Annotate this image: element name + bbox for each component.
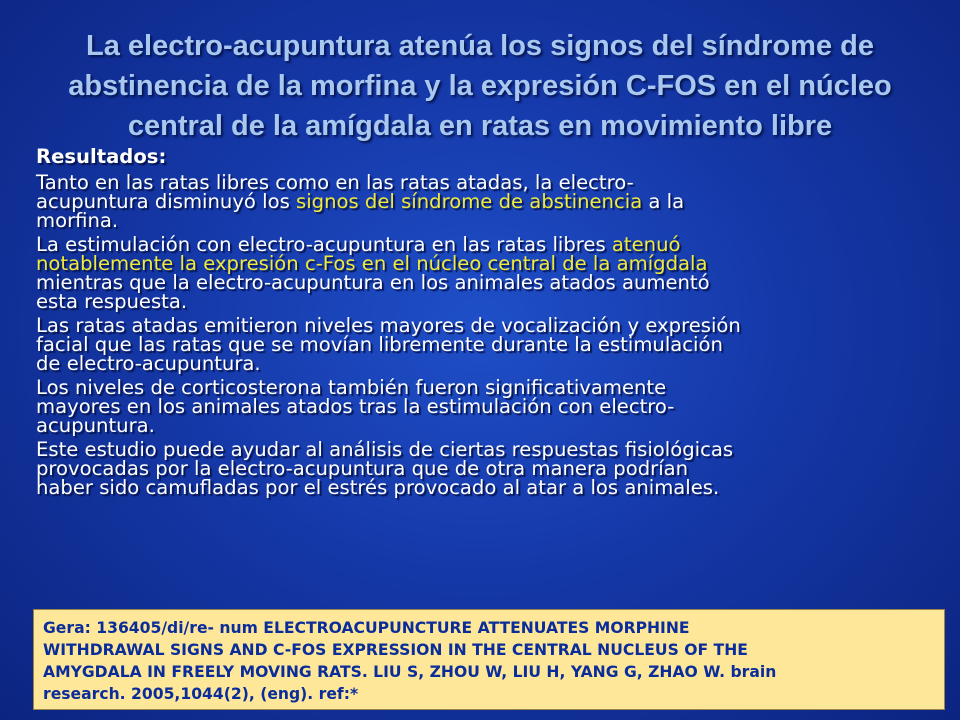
paragraph-line: esta respuesta.: [36, 290, 188, 313]
citation-line: WITHDRAWAL SIGNS AND C-FOS EXPRESSION IN THE CENTRAL NUCLEUS OF THE: [43, 641, 748, 659]
paragraph-line: provocadas por la electro-acupuntura que de otra manera podrían: [36, 457, 689, 480]
paragraph-line: La estimulación con electro-acupuntura en las ratas libres atenuó: [36, 233, 681, 256]
paragraph-line: morfina.: [36, 209, 119, 232]
paragraph-line: acupuntura.: [36, 414, 155, 437]
paragraph-line: facial que las ratas que se movían libremente durante la estimulación: [36, 333, 723, 356]
result-paragraph: [36, 440, 924, 497]
citation-line: research. 2005,1044(2), (eng). ref:*: [43, 685, 359, 703]
result-paragraph: [36, 316, 924, 373]
highlighted-text: signos del síndrome de abstinencia: [296, 190, 643, 213]
paragraph-line: de electro-acupuntura.: [36, 352, 261, 375]
result-paragraph: [36, 378, 924, 435]
paragraph-line: Este estudio puede ayudar al análisis de ciertas respuestas fisiológicas: [36, 438, 734, 461]
title-line: La electro-acupuntura atenúa los signos del síndrome de: [86, 30, 874, 62]
paragraph-line: mayores en los animales atados tras la estimulación con electro-: [36, 395, 675, 418]
result-paragraph: [36, 173, 924, 230]
title-line: abstinencia de la morfina y la expresión C-FOS en el núcleo: [68, 70, 892, 102]
highlighted-text: atenuó: [611, 233, 681, 256]
title-line: central de la amígdala en ratas en movimiento libre: [127, 110, 833, 142]
paragraph-line: Los niveles de corticosterona también fueron significativamente: [36, 376, 667, 399]
citation-line: AMYGDALA IN FREELY MOVING RATS. LIU S, ZHOU W, LIU H, YANG G, ZHAO W. brain: [43, 663, 777, 681]
paragraph-line: Tanto en las ratas libres como en las ratas atadas, la electro-: [36, 171, 634, 194]
citation-line: Gera: 136405/di/re- num ELECTROACUPUNCTURE ATTENUATES MORPHINE: [43, 619, 690, 637]
results-body: [36, 147, 924, 502]
paragraph-line: Las ratas atadas emitieron niveles mayores de vocalización y expresión: [36, 314, 741, 337]
results-heading: Resultados:: [36, 145, 167, 168]
slide-title: [20, 26, 940, 146]
paragraph-line: mientras que la electro-acupuntura en los animales atados aumentó: [36, 271, 710, 294]
highlighted-text: notablemente la expresión c-Fos en el núcleo central de la amígdala: [36, 252, 708, 275]
result-paragraph: [36, 235, 924, 311]
paragraph-line: acupuntura disminuyó los signos del síndrome de abstinencia a la: [36, 190, 685, 213]
paragraph-line: haber sido camufladas por el estrés provocado al atar a los animales.: [36, 476, 720, 499]
citation-box: [33, 609, 945, 710]
